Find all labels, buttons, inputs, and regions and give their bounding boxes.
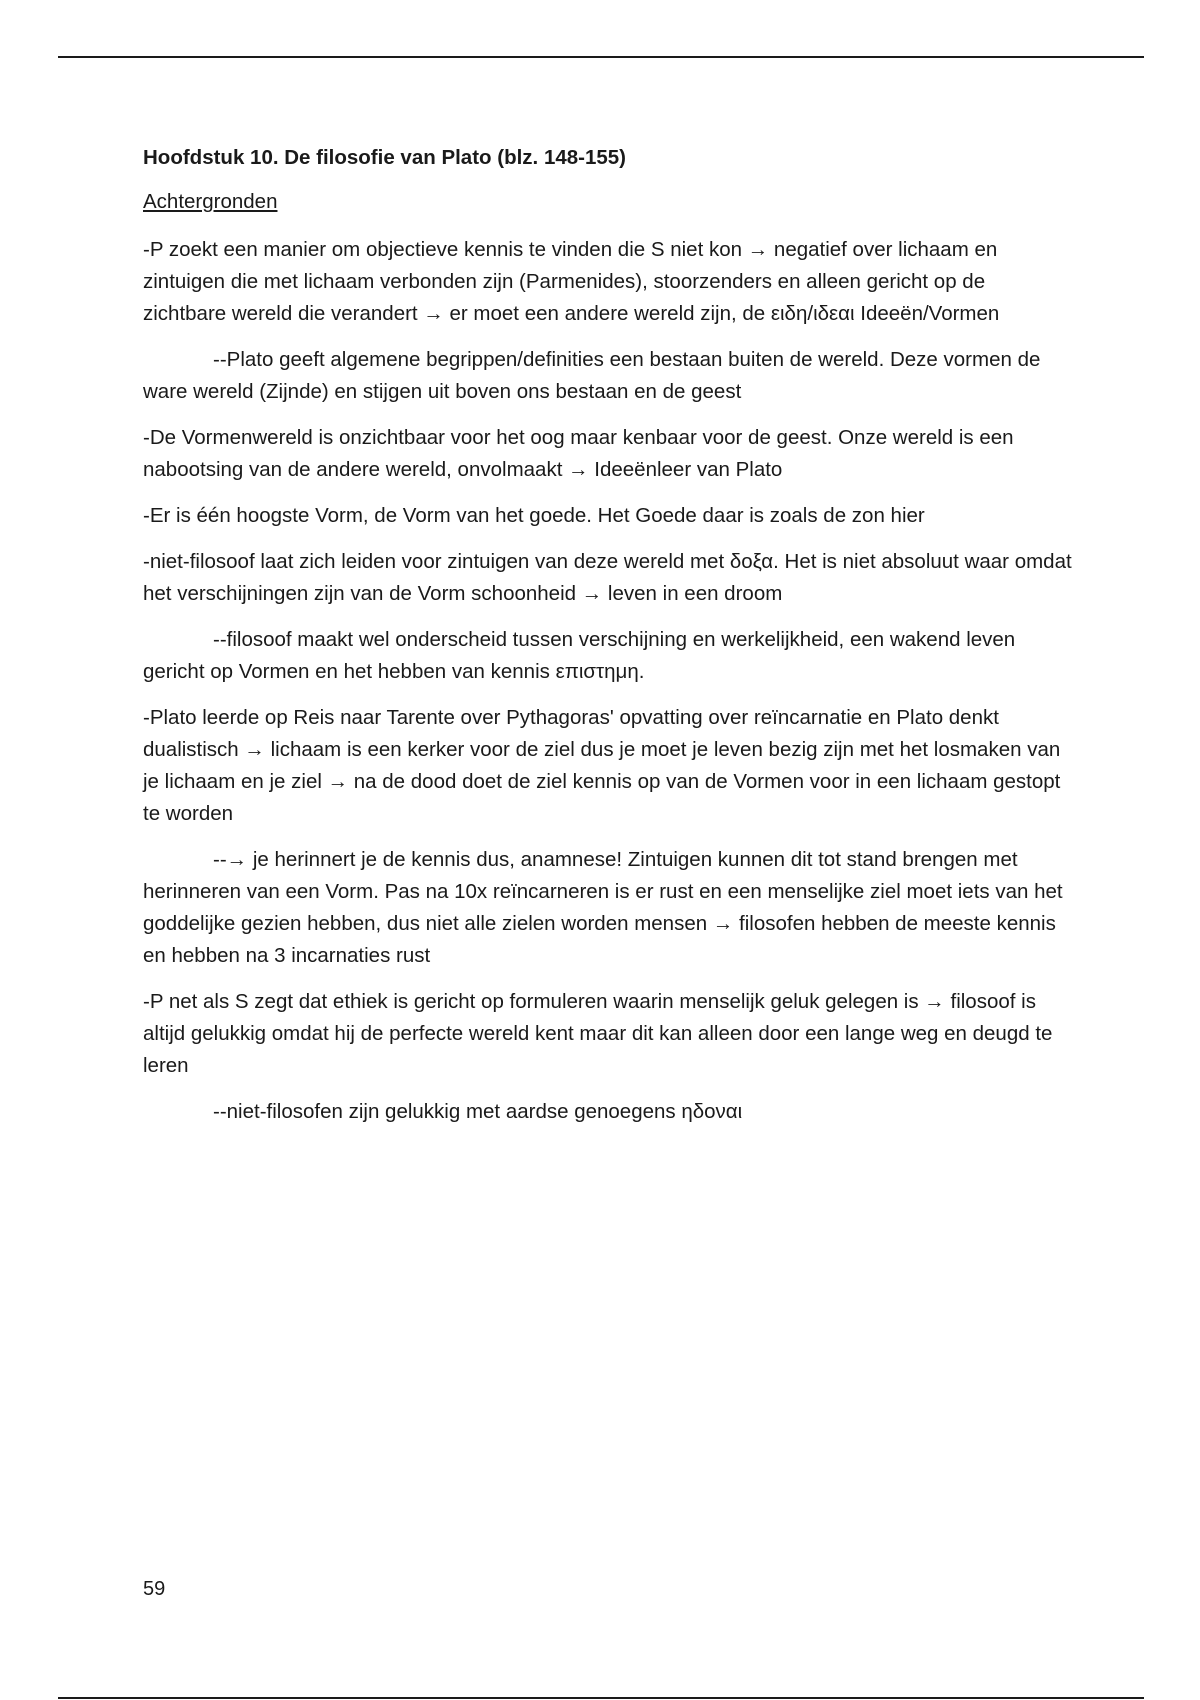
paragraph: -niet-filosoof laat zich leiden voor zintuigen van deze wereld met δοξα. Het is niet absoluut waar omdat het verschijningen zijn van de Vorm schoonheid → leven in een droom (143, 550, 1072, 605)
paragraph: -P net als S zegt dat ethiek is gericht op formuleren waarin menselijk geluk gelegen is → filosoof is altijd gelukkig omdat hij de perfecte wereld kent maar dit kan alleen door een lange weg en deugd te leren (143, 990, 1053, 1077)
chapter-title: Hoofdstuk 10. De filosofie van Plato (blz. 148-155) (143, 146, 627, 169)
footer-rule (58, 1697, 1144, 1699)
header-rule (58, 56, 1144, 58)
paragraph: -Plato leerde op Reis naar Tarente over Pythagoras' opvatting over reïncarnatie en Plato denkt dualistisch → lichaam is een kerker voor de ziel dus je moet je leven bezig zijn met het losmaken van je lichaam en je ziel → na de dood doet de ziel kennis op van de Vormen voor in een lichaam gestopt te worden (143, 706, 1061, 825)
paragraph: -P zoekt een manier om objectieve kennis te vinden die S niet kon → negatief over lichaam en zintuigen die met lichaam verbonden zijn (Parmenides), stoorzenders en alleen gericht op de zichtbare wereld die verandert → er moet een andere wereld zijn, de ειδη/ιδεαι Ideeën/Vormen (143, 238, 1000, 325)
document-body (143, 142, 1073, 1142)
page-number: 59 (143, 1578, 166, 1600)
paragraph: --Plato geeft algemene begrippen/definities een bestaan buiten de wereld. Deze vormen de ware wereld (Zijnde) en stijgen uit boven ons bestaan en de geest (143, 348, 1041, 403)
paragraph: --→ je herinnert je de kennis dus, anamnese! Zintuigen kunnen dit tot stand brengen met herinneren van een Vorm. Pas na 10x reïncarneren is er rust en een menselijke ziel moet iets van het goddelijke gezien hebben, dus niet alle zielen worden mensen → filosofen hebben de meeste kennis en hebben na 3 incarnaties rust (143, 848, 1063, 967)
section-heading: Achtergronden (143, 190, 278, 213)
paragraph: --filosoof maakt wel onderscheid tussen verschijning en werkelijkheid, een wakend leven gericht op Vormen en het hebben van kennis επιστημη. (143, 628, 1016, 683)
paragraph: -De Vormenwereld is onzichtbaar voor het oog maar kenbaar voor de geest. Onze wereld is een nabootsing van de andere wereld, onvolmaakt → Ideeënleer van Plato (143, 426, 1014, 481)
paragraph: -Er is één hoogste Vorm, de Vorm van het goede. Het Goede daar is zoals de zon hier (143, 504, 925, 527)
paragraph: --niet-filosofen zijn gelukkig met aardse genoegens ηδοναι (213, 1100, 743, 1123)
